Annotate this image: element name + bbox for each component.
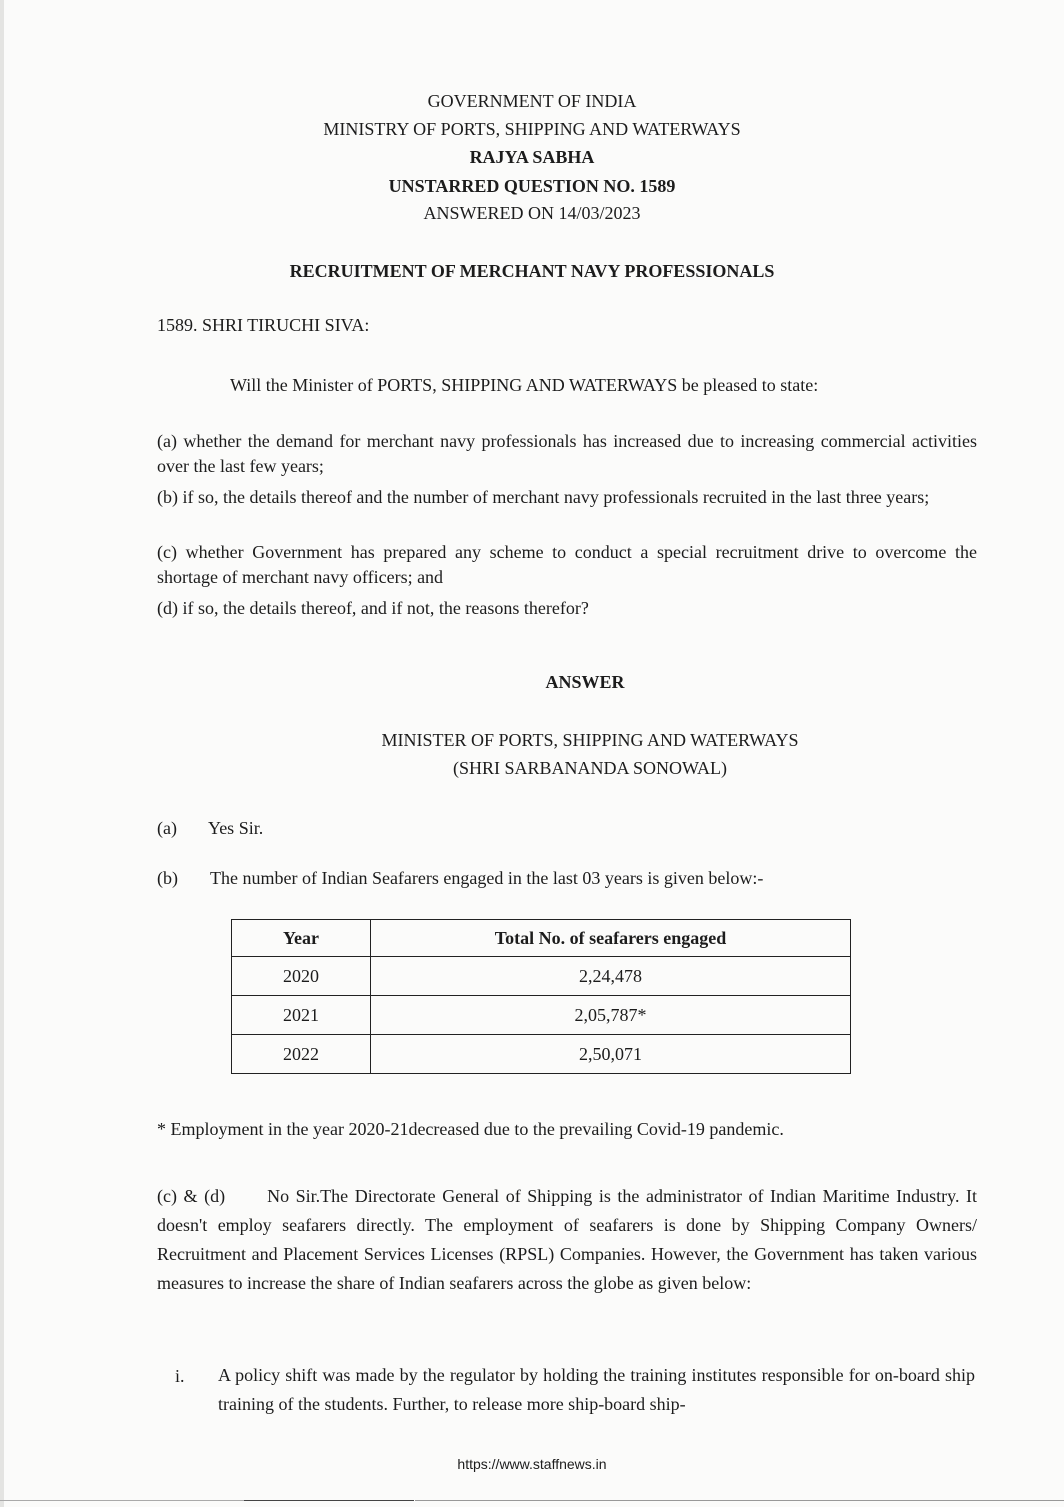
- table-row: [232, 996, 851, 1035]
- answer-cd-text: No Sir.The Directorate General of Shipping is the administrator of Indian Maritime Industry. It doesn't employ seafarers directly. The employment of seafarers is done by Shipping Company Owners/ Recruitment and Placement Services Licenses (RPSL) Companies. However, the Government has taken various measures to increase the share of Indian seafarers across the globe as given below:: [157, 1186, 978, 1293]
- scan-bottom-rule: [244, 1500, 414, 1501]
- answer-a-text: Yes Sir.: [208, 818, 264, 838]
- answer-heading: ANSWER: [545, 672, 625, 692]
- seafarers-table: [231, 919, 851, 1074]
- scan-edge: [0, 0, 4, 1507]
- cell-total: 2,50,071: [371, 1035, 851, 1074]
- table-row: [232, 957, 851, 996]
- cell-total: 2,24,478: [371, 957, 851, 996]
- header-answered-on: ANSWERED ON 14/03/2023: [423, 203, 641, 223]
- cell-year: 2022: [232, 1035, 371, 1074]
- answer-cd-label: (c) & (d): [157, 1186, 226, 1206]
- footnote: * Employment in the year 2020-21decreased due to the prevailing Covid-19 pandemic.: [157, 1119, 784, 1139]
- answer-b-text: The number of Indian Seafarers engaged in the last 03 years is given below:-: [210, 868, 764, 888]
- header-question-no: UNSTARRED QUESTION NO. 1589: [388, 176, 676, 196]
- footer-url[interactable]: https://www.staffnews.in: [457, 1456, 607, 1472]
- answer-cd: [157, 1182, 977, 1298]
- question-b: (b) if so, the details thereof and the number of merchant navy professionals recruited in the last three years;: [157, 487, 930, 507]
- document-title: RECRUITMENT OF MERCHANT NAVY PROFESSIONALS: [289, 261, 775, 281]
- scan-bottom-rule: [415, 1500, 1064, 1501]
- question-c: (c) whether Government has prepared any scheme to conduct a special recruitment drive to overcome the shortage of merchant navy officers; and: [157, 542, 977, 587]
- measure-i-text: A policy shift was made by the regulator by holding the training institutes responsible for on-board ship training of the students. Further, to release more ship-board ship-: [218, 1365, 975, 1414]
- cell-year: 2021: [232, 996, 371, 1035]
- answer-b-label: (b): [157, 868, 178, 888]
- header-government: GOVERNMENT OF INDIA: [427, 91, 637, 111]
- table-header-row: [232, 920, 851, 957]
- question-d: (d) if so, the details thereof, and if not, the reasons therefor?: [157, 598, 589, 618]
- measure-i-label: i.: [175, 1366, 185, 1386]
- column-header-total: Total No. of seafarers engaged: [371, 920, 851, 957]
- cell-total: 2,05,787*: [371, 996, 851, 1035]
- question-intro: Will the Minister of PORTS, SHIPPING AND WATERWAYS be pleased to state:: [230, 375, 819, 395]
- cell-year: 2020: [232, 957, 371, 996]
- minister-name: (SHRI SARBANANDA SONOWAL): [452, 758, 728, 778]
- header-ministry: MINISTRY OF PORTS, SHIPPING AND WATERWAYS: [323, 119, 741, 139]
- column-header-year: Year: [232, 920, 371, 957]
- questioner: 1589. SHRI TIRUCHI SIVA:: [157, 315, 370, 335]
- answer-a-label: (a): [157, 818, 177, 838]
- minister-title: MINISTER OF PORTS, SHIPPING AND WATERWAYS: [381, 730, 799, 750]
- header-house: RAJYA SABHA: [469, 147, 595, 167]
- table-row: [232, 1035, 851, 1074]
- question-a: (a) whether the demand for merchant navy professionals has increased due to increasing commercial activities over the last few years;: [157, 431, 977, 476]
